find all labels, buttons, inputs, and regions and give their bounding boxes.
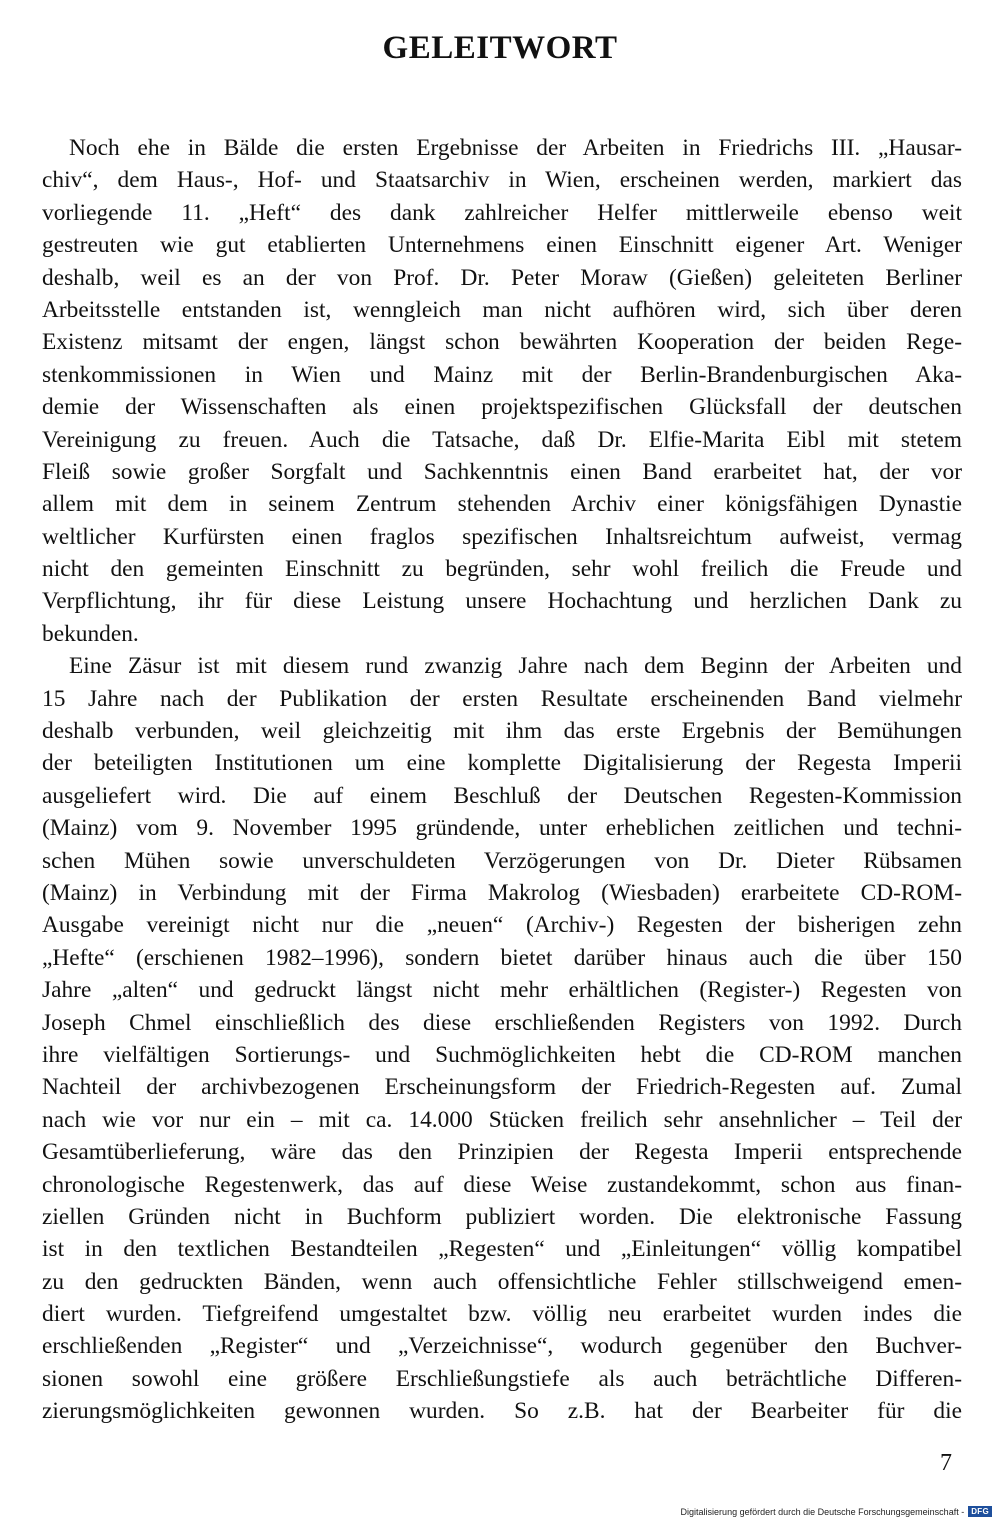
text-line: „Hefte“ (erschienen 1982–1996), sondern bietet darüber hinaus auch die über 150 bbox=[42, 944, 962, 971]
text-line: stenkommissionen in Wien und Mainz mit der Berlin-Brandenburgischen Aka- bbox=[42, 361, 962, 388]
page-title: GELEITWORT bbox=[382, 30, 618, 66]
text-line: erschließenden „Register“ und „Verzeichnisse“, wodurch gegenüber den Buchver- bbox=[42, 1333, 962, 1360]
text-line: nach wie vor nur ein – mit ca. 14.000 Stücken freilich sehr ansehnlicher – Teil der bbox=[42, 1106, 962, 1133]
text-line: ausgeliefert wird. Die auf einem Beschluß der Deutschen Regesten-Kommission bbox=[42, 782, 962, 809]
text-line: gestreuten wie gut etablierten Unternehmens einen Einschnitt eigener Art. Weniger bbox=[42, 232, 962, 259]
text-line: (Mainz) in Verbindung mit der Firma Makrolog (Wiesbaden) erarbeitete CD-ROM- bbox=[42, 879, 962, 906]
text-line: ist in den textlichen Bestandteilen „Regesten“ und „Einleitungen“ völlig kompatibel bbox=[42, 1236, 962, 1263]
page-number: 7 bbox=[940, 1450, 952, 1476]
text-line: ziellen Gründen nicht in Buchform publiziert worden. Die elektronische Fassung bbox=[42, 1203, 962, 1230]
text-line: 15 Jahre nach der Publikation der ersten Resultate erscheinenden Band vielmehr bbox=[42, 685, 962, 712]
body-text bbox=[42, 132, 962, 1428]
text-line: Arbeitsstelle entstanden ist, wenngleich man nicht aufhören wird, sich über deren bbox=[42, 296, 962, 323]
text-line: Fleiß sowie großer Sorgfalt und Sachkenntnis einen Band erarbeitet hat, der vor bbox=[42, 458, 962, 485]
text-line: der beteiligten Institutionen um eine komplette Digitalisierung der Regesta Imperii bbox=[42, 750, 962, 777]
text-line: allem mit dem in seinem Zentrum stehenden Archiv einer königsfähigen Dynastie bbox=[42, 491, 962, 518]
text-line: Nachteil der archivbezogenen Erscheinungsform der Friedrich-Regesten auf. Zumal bbox=[42, 1074, 962, 1101]
text-line: schen Mühen sowie unverschuldeten Verzögerungen von Dr. Dieter Rübsamen bbox=[42, 847, 962, 874]
text-line: vorliegende 11. „Heft“ des dank zahlreicher Helfer mittlerweile ebenso weit bbox=[42, 199, 962, 226]
text-line: zu den gedruckten Bänden, wenn auch offensichtliche Fehler stillschweigend emen- bbox=[42, 1268, 962, 1295]
text-line: Ausgabe vereinigt nicht nur die „neuen“ (Archiv-) Regesten der bisherigen zehn bbox=[42, 912, 962, 939]
text-line: diert wurden. Tiefgreifend umgestaltet bzw. völlig neu erarbeitet wurden indes die bbox=[42, 1301, 962, 1328]
dfg-logo: DFG bbox=[968, 1506, 992, 1517]
text-line: Joseph Chmel einschließlich des diese erschließenden Registers von 1992. Durch bbox=[42, 1009, 962, 1036]
text-line: zierungsmöglichkeiten gewonnen wurden. So z.B. hat der Bearbeiter für die bbox=[42, 1398, 962, 1425]
text-line: demie der Wissenschaften als einen projektspezifischen Glücksfall der deutschen bbox=[42, 394, 962, 421]
text-line: Verpflichtung, ihr für diese Leistung unsere Hochachtung und herzlichen Dank zu bbox=[42, 588, 962, 615]
text-line: Vereinigung zu freuen. Auch die Tatsache, daß Dr. Elfie-Marita Eibl mit stetem bbox=[42, 426, 962, 453]
text-line: weltlicher Kurfürsten einen fraglos spezifischen Inhaltsreichtum aufweist, vermag bbox=[42, 523, 962, 550]
text-line: chiv“, dem Haus-, Hof- und Staatsarchiv in Wien, erscheinen werden, markiert das bbox=[42, 167, 962, 194]
text-line: nicht den gemeinten Einschnitt zu begründen, sehr wohl freilich die Freude und bbox=[42, 556, 962, 583]
text-line: Existenz mitsamt der engen, längst schon bewährten Kooperation der beiden Rege- bbox=[42, 329, 962, 356]
text-line: sionen sowohl eine größere Erschließungstiefe als auch beträchtliche Differen- bbox=[42, 1365, 962, 1392]
text-line: Jahre „alten“ und gedruckt längst nicht mehr erhältlichen (Register-) Regesten von bbox=[42, 977, 962, 1004]
text-line: chronologische Regestenwerk, das auf diese Weise zustandekommt, schon aus finan- bbox=[42, 1171, 962, 1198]
text-line: Gesamtüberlieferung, wäre das den Prinzipien der Regesta Imperii entsprechende bbox=[42, 1139, 962, 1166]
text-line: ihre vielfältigen Sortierungs- und Suchmöglichkeiten hebt die CD-ROM manchen bbox=[42, 1041, 962, 1068]
text-line: Eine Zäsur ist mit diesem rund zwanzig Jahre nach dem Beginn der Arbeiten und bbox=[69, 653, 962, 680]
digitization-credit bbox=[681, 1506, 992, 1517]
text-line: (Mainz) vom 9. November 1995 gründende, unter erheblichen zeitlichen und techni- bbox=[42, 815, 962, 842]
text-line: bekunden. bbox=[42, 620, 139, 647]
credit-text: Digitalisierung gefördert durch die Deutsche Forschungsgemeinschaft - bbox=[680, 1506, 965, 1517]
text-line: deshalb verbunden, weil gleichzeitig mit ihm das erste Ergebnis der Bemühungen bbox=[42, 718, 962, 745]
text-line: deshalb, weil es an der von Prof. Dr. Peter Moraw (Gießen) geleiteten Berliner bbox=[42, 264, 962, 291]
text-line: Noch ehe in Bälde die ersten Ergebnisse der Arbeiten in Friedrichs III. „Hausar- bbox=[69, 135, 962, 161]
